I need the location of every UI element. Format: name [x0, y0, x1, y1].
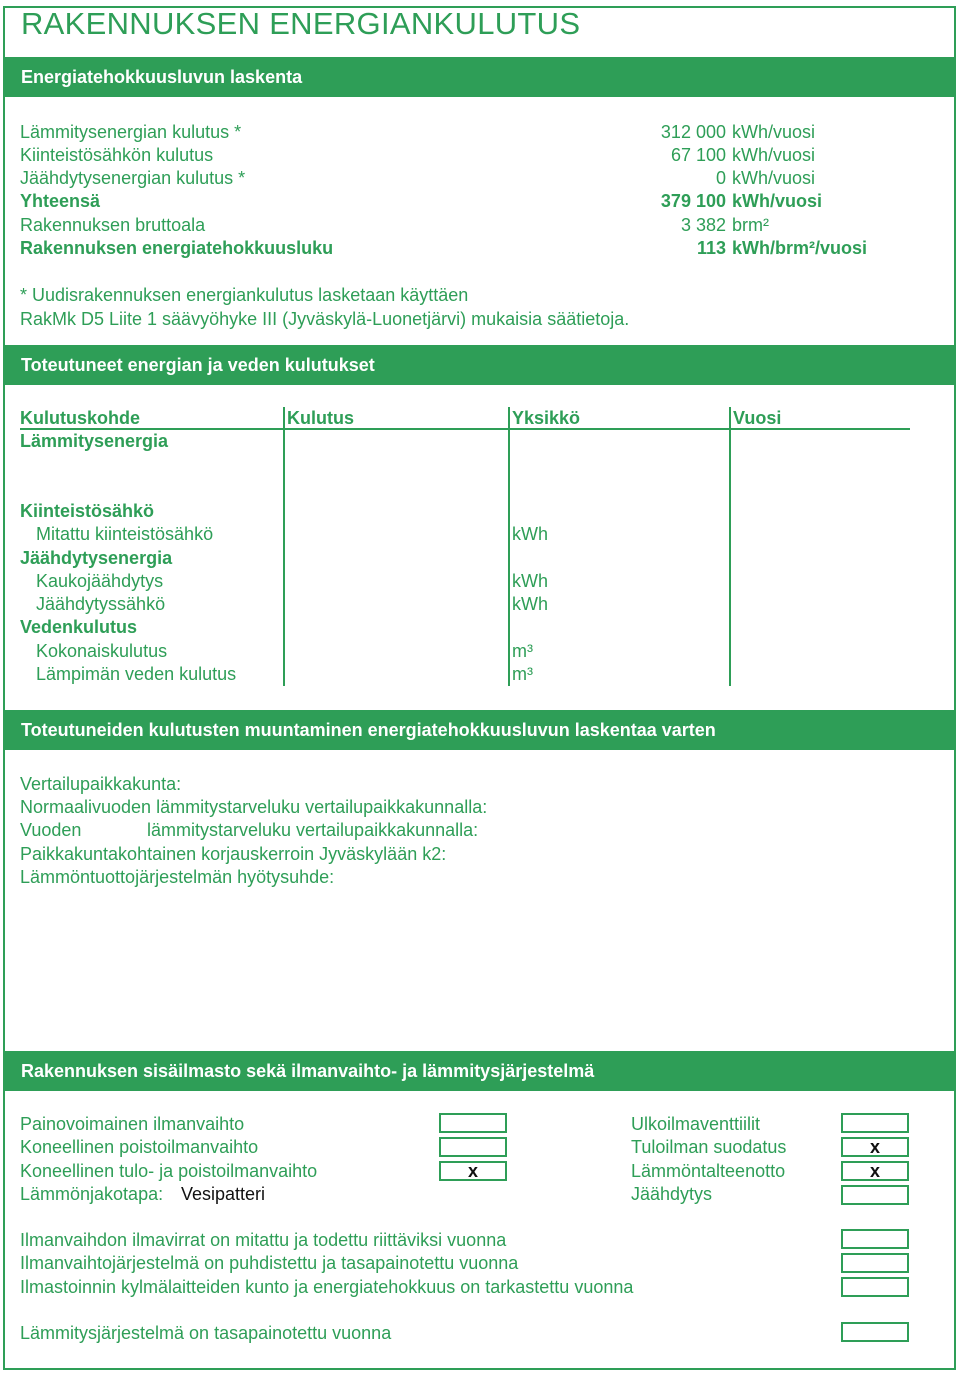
- heat-distribution-label: Lämmönjakotapa:: [20, 1184, 164, 1204]
- table-unit-measured-electricity: kWh: [512, 524, 548, 544]
- col-header-consumption: Kulutus: [287, 408, 354, 428]
- row-label-heating: Lämmitysenergian kulutus *: [20, 122, 242, 142]
- heat-recovery-label: Lämmöntalteenotto: [631, 1161, 786, 1181]
- row-label-cooling: Jäähdytysenergian kulutus *: [20, 168, 246, 188]
- outdoor-air-valves-label: Ulkoilmaventtiilit: [631, 1114, 761, 1134]
- row-value-total: 379 100: [660, 191, 726, 211]
- reference-locality: Vertailupaikkakunta:: [20, 774, 182, 794]
- col-header-target: Kulutuskohde: [20, 408, 140, 428]
- table-divider-3: [729, 407, 731, 686]
- section-indoor-climate-heading: Rakennuksen sisäilmasto sekä ilmanvaihto- ja lämmitysjärjestelmä: [3, 1051, 956, 1091]
- table-unit-cooling-electricity: kWh: [512, 594, 548, 614]
- exhaust-ventilation-label: Koneellinen poistoilmanvaihto: [20, 1137, 259, 1157]
- row-unit-property-electricity: kWh/vuosi: [732, 145, 816, 165]
- cooling-checkbox[interactable]: [841, 1185, 909, 1205]
- year-label: Vuoden: [20, 820, 82, 840]
- row-unit-efficiency-figure: kWh/brm²/vuosi: [732, 238, 868, 258]
- cooling-units-checked-label: Ilmastoinnin kylmälaitteiden kunto ja energiatehokkuus on tarkastettu vuonna: [20, 1277, 634, 1297]
- heat-production-efficiency: Lämmöntuottojärjestelmän hyötysuhde:: [20, 867, 335, 887]
- page-title: RAKENNUKSEN ENERGIANKULUTUS: [21, 6, 581, 41]
- ventilation-cleaned-label: Ilmanvaihtojärjestelmä on puhdistettu ja tasapainotettu vuonna: [20, 1253, 519, 1273]
- ventilation-cleaned-year-field[interactable]: [841, 1253, 909, 1273]
- cooling-label: Jäähdytys: [631, 1184, 713, 1204]
- footnote-line-2: RakMk D5 Liite 1 säävyöhyke III (Jyväskylä-Luonetjärvi) mukaisia säätietoja.: [20, 309, 630, 329]
- correction-factor: Paikkakuntakohtainen korjauskerroin Jyväskylään k2:: [20, 844, 447, 864]
- row-value-efficiency-figure: 113: [696, 238, 726, 258]
- table-row-water-consumption: Vedenkulutus: [20, 617, 138, 637]
- table-row-measured-electricity: Mitattu kiinteistösähkö: [36, 524, 214, 544]
- airflow-measured-label: Ilmanvaihdon ilmavirrat on mitattu ja todettu riittäviksi vuonna: [20, 1230, 507, 1250]
- row-unit-heating: kWh/vuosi: [732, 122, 816, 142]
- section-realized-consumption-heading: Toteutuneet energian ja veden kulutukset: [3, 345, 956, 385]
- row-label-gross-area: Rakennuksen bruttoala: [20, 215, 206, 235]
- gravity-ventilation-label: Painovoimainen ilmanvaihto: [20, 1114, 245, 1134]
- row-unit-cooling: kWh/vuosi: [732, 168, 816, 188]
- table-row-property-electricity: Kiinteistösähkö: [20, 501, 155, 521]
- table-divider-2: [508, 407, 510, 686]
- gravity-ventilation-checkbox[interactable]: [439, 1113, 507, 1133]
- supply-air-filtering-mark: x: [869, 1137, 880, 1157]
- heat-recovery-mark: x: [869, 1161, 880, 1181]
- table-row-hot-water: Lämpimän veden kulutus: [36, 664, 237, 684]
- row-label-efficiency-figure: Rakennuksen energiatehokkuusluku: [20, 238, 334, 258]
- row-value-gross-area: 3 382: [680, 215, 726, 235]
- section-conversion-heading: Toteutuneiden kulutusten muuntaminen energiatehokkuusluvun laskentaa varten: [3, 710, 956, 750]
- heating-balanced-year-field[interactable]: [841, 1322, 909, 1342]
- table-row-district-cooling: Kaukojäähdytys: [36, 571, 164, 591]
- table-row-cooling-electricity: Jäähdytyssähkö: [36, 594, 166, 614]
- normal-year-heating-degree: Normaalivuoden lämmitystarveluku vertailupaikkakunnalla:: [20, 797, 488, 817]
- row-value-cooling: 0: [715, 168, 726, 188]
- row-value-heating: 312 000: [660, 122, 726, 142]
- row-label-property-electricity: Kiinteistösähkön kulutus: [20, 145, 214, 165]
- exhaust-ventilation-checkbox[interactable]: [439, 1137, 507, 1157]
- supply-exhaust-ventilation-mark: x: [467, 1161, 478, 1181]
- year-heating-degree: lämmitystarveluku vertailupaikkakunnalla:: [147, 820, 479, 840]
- table-row-cooling-energy: Jäähdytysenergia: [20, 548, 173, 568]
- table-unit-district-cooling: kWh: [512, 571, 548, 591]
- table-row-heating-energy: Lämmitysenergia: [20, 431, 169, 451]
- outdoor-air-valves-checkbox[interactable]: [841, 1113, 909, 1133]
- supply-exhaust-ventilation-label: Koneellinen tulo- ja poistoilmanvaihto: [20, 1161, 318, 1181]
- section-energy-efficiency-heading: Energiatehokkuusluvun laskenta: [3, 57, 956, 97]
- table-unit-hot-water: m³: [512, 664, 533, 684]
- table-row-total-water: Kokonaiskulutus: [36, 641, 168, 661]
- row-value-property-electricity: 67 100: [670, 145, 726, 165]
- row-unit-gross-area: brm²: [732, 215, 769, 235]
- col-header-unit: Yksikkö: [512, 408, 581, 428]
- table-divider-1: [283, 407, 285, 686]
- heat-distribution-value: Vesipatteri: [181, 1184, 266, 1204]
- airflow-measured-year-field[interactable]: [841, 1229, 909, 1249]
- row-unit-total: kWh/vuosi: [732, 191, 823, 211]
- col-header-year: Vuosi: [733, 408, 782, 428]
- footnote-line-1: * Uudisrakennuksen energiankulutus lasketaan käyttäen: [20, 285, 469, 305]
- cooling-units-checked-year-field[interactable]: [841, 1277, 909, 1297]
- supply-air-filtering-label: Tuloilman suodatus: [631, 1137, 787, 1157]
- heating-balanced-label: Lämmitysjärjestelmä on tasapainotettu vuonna: [20, 1323, 392, 1343]
- table-unit-total-water: m³: [512, 641, 533, 661]
- row-label-total: Yhteensä: [20, 191, 101, 211]
